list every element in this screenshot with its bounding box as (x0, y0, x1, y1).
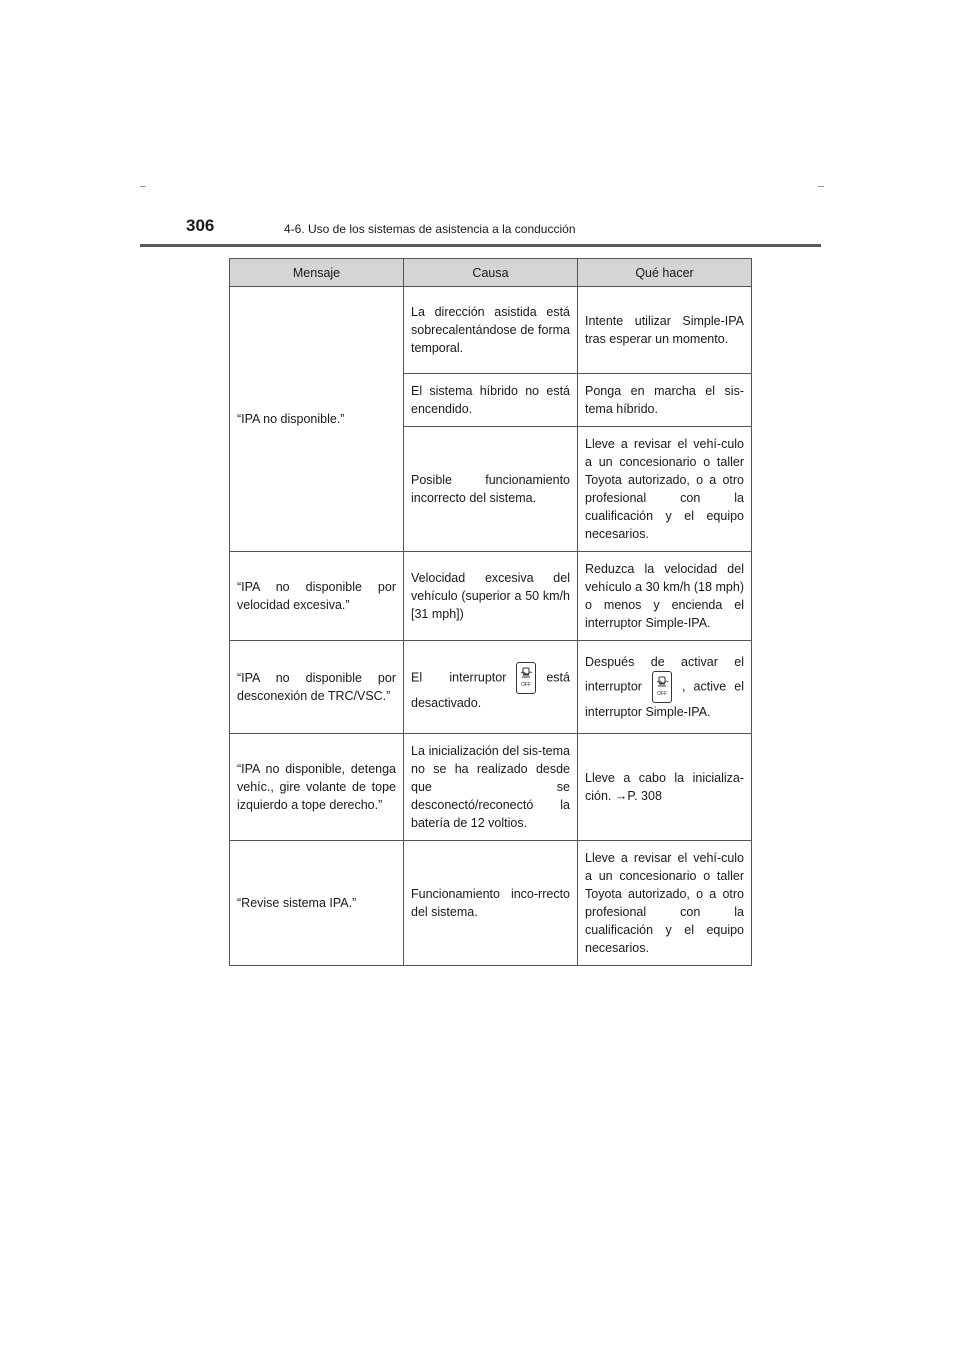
section-title: 4-6. Uso de los sistemas de asistencia a la conducción (284, 222, 576, 236)
message-cell: “IPA no disponible por velocidad excesiva.” (230, 552, 404, 641)
action-cell: Reduzca la velocidad del vehículo a 30 km/h (18 mph) o menos y encienda el interruptor Simple-IPA. (578, 552, 752, 641)
message-cell: “IPA no disponible, detenga vehíc., gire volante de tope izquierdo a tope derecho.” (230, 734, 404, 841)
cause-cell: La dirección asistida está sobrecalentándose de forma temporal. (404, 287, 578, 374)
table-row (230, 552, 752, 641)
header-rule (140, 244, 821, 247)
vsc-off-switch-icon (652, 671, 672, 703)
page-number: 306 (186, 216, 215, 235)
action-cell: Lleve a cabo la inicializa-ción. →P. 308 (578, 734, 752, 841)
action-text-before: Después de activar el interruptor (585, 655, 744, 694)
vsc-off-switch-icon (516, 662, 536, 694)
cause-text-before: El interruptor (411, 670, 507, 685)
cause-cell: Funcionamiento inco-rrecto del sistema. (404, 841, 578, 966)
cause-cell: El sistema híbrido no está encendido. (404, 374, 578, 427)
header-action: Qué hacer (578, 259, 752, 287)
cause-cell: Posible funcionamiento incorrecto del sistema. (404, 427, 578, 552)
crop-mark-right (818, 186, 824, 187)
page-header (140, 216, 821, 248)
svg-text:OFF: OFF (521, 682, 532, 688)
warning-messages-table (229, 258, 752, 966)
action-text-after: , active el interruptor Simple-IPA. (585, 679, 744, 719)
action-cell (578, 641, 752, 734)
cause-cell: Velocidad excesiva del vehículo (superior a 50 km/h [31 mph]) (404, 552, 578, 641)
message-cell: “Revise sistema IPA.” (230, 841, 404, 966)
cause-cell: La inicialización del sis-tema no se ha realizado desde que se desconectó/reconectó la batería de 12 voltios. (404, 734, 578, 841)
table-row (230, 641, 752, 734)
action-cell: Intente utilizar Simple-IPA tras esperar un momento. (578, 287, 752, 374)
table-header-row (230, 259, 752, 287)
header-message: Mensaje (230, 259, 404, 287)
message-cell: “IPA no disponible.” (230, 287, 404, 552)
message-cell: “IPA no disponible por desconexión de TRC/VSC.” (230, 641, 404, 734)
header-cause: Causa (404, 259, 578, 287)
table-row (230, 841, 752, 966)
svg-text:OFF: OFF (656, 691, 667, 697)
action-cell: Lleve a revisar el vehí-culo a un concesionario o taller Toyota autorizado, o a otro profesional con la cualificación y el equipo necesarios. (578, 427, 752, 552)
table-row (230, 287, 752, 374)
action-cell: Ponga en marcha el sis-tema híbrido. (578, 374, 752, 427)
table-row (230, 734, 752, 841)
crop-mark-left (140, 186, 146, 187)
cause-cell (404, 641, 578, 734)
cause-text-after: está desactivado. (411, 670, 570, 710)
action-cell: Lleve a revisar el vehí-culo a un concesionario o taller Toyota autorizado, o a otro profesional con la cualificación y el equipo necesarios. (578, 841, 752, 966)
